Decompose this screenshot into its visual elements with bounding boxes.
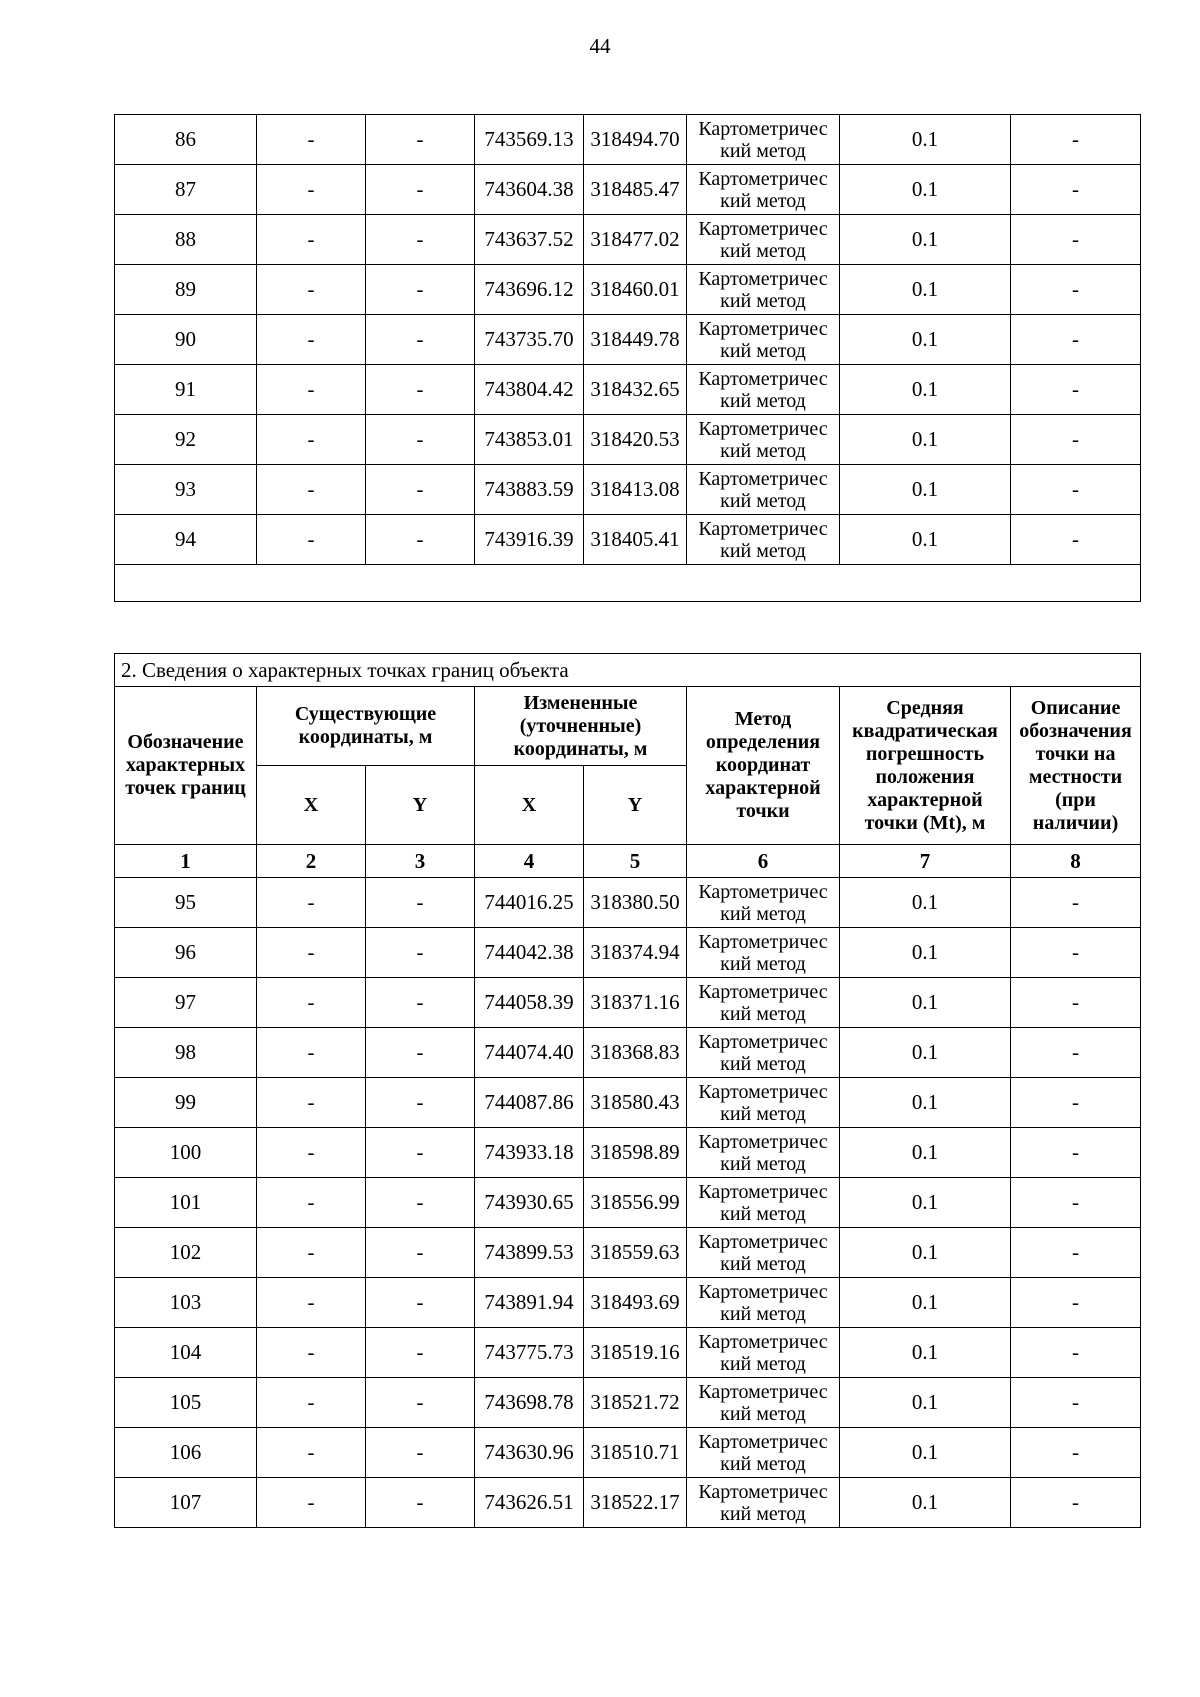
table-row [115, 415, 1141, 465]
header-description: Описание обозначения точки на местности (при наличии) [1011, 687, 1141, 845]
cell-description: - [1011, 365, 1141, 415]
cell-description: - [1011, 415, 1141, 465]
cell-existing-x: - [257, 1128, 366, 1178]
cell-existing-x: - [257, 265, 366, 315]
cell-existing-y: - [366, 928, 475, 978]
cell-new-x: 743698.78 [475, 1378, 584, 1428]
cell-method: Картометричес кий метод [687, 215, 840, 265]
table-row [115, 978, 1141, 1028]
boundary-points-table [114, 653, 1141, 1528]
cell-method: Картометричес кий метод [687, 115, 840, 165]
cell-accuracy: 0.1 [840, 1128, 1011, 1178]
cell-new-x: 743853.01 [475, 415, 584, 465]
cell-accuracy: 0.1 [840, 928, 1011, 978]
cell-new-x: 743930.65 [475, 1178, 584, 1228]
cell-existing-y: - [366, 115, 475, 165]
cell-point: 94 [115, 515, 257, 565]
cell-accuracy: 0.1 [840, 515, 1011, 565]
cell-method: Картометричес кий метод [687, 978, 840, 1028]
cell-description: - [1011, 215, 1141, 265]
table-row [115, 515, 1141, 565]
cell-method: Картометричес кий метод [687, 315, 840, 365]
cell-point: 97 [115, 978, 257, 1028]
cell-method: Картометричес кий метод [687, 165, 840, 215]
table-row [115, 1178, 1141, 1228]
cell-accuracy: 0.1 [840, 1078, 1011, 1128]
table-row [115, 365, 1141, 415]
cell-existing-x: - [257, 1078, 366, 1128]
cell-accuracy: 0.1 [840, 1328, 1011, 1378]
header-designation: Обозначение характерных точек границ [115, 687, 257, 845]
table-row [115, 1128, 1141, 1178]
page-number: 44 [589, 34, 611, 58]
cell-point: 89 [115, 265, 257, 315]
cell-existing-x: - [257, 165, 366, 215]
cell-description: - [1011, 1228, 1141, 1278]
column-number: 2 [257, 845, 366, 878]
cell-new-x: 744016.25 [475, 878, 584, 928]
cell-new-x: 743883.59 [475, 465, 584, 515]
cell-new-x: 743569.13 [475, 115, 584, 165]
cell-method: Картометричес кий метод [687, 1228, 840, 1278]
cell-existing-x: - [257, 1178, 366, 1228]
cell-point: 96 [115, 928, 257, 978]
cell-existing-y: - [366, 1278, 475, 1328]
cell-point: 91 [115, 365, 257, 415]
cell-description: - [1011, 878, 1141, 928]
cell-point: 88 [115, 215, 257, 265]
cell-new-y: 318460.01 [584, 265, 687, 315]
header-existing-x: X [257, 766, 366, 845]
cell-existing-x: - [257, 1478, 366, 1528]
cell-accuracy: 0.1 [840, 1428, 1011, 1478]
column-number: 5 [584, 845, 687, 878]
cell-existing-x: - [257, 1378, 366, 1428]
cell-method: Картометричес кий метод [687, 465, 840, 515]
cell-new-y: 318477.02 [584, 215, 687, 265]
cell-new-y: 318556.99 [584, 1178, 687, 1228]
cell-new-x: 743630.96 [475, 1428, 584, 1478]
cell-new-x: 743899.53 [475, 1228, 584, 1278]
cell-new-y: 318580.43 [584, 1078, 687, 1128]
table-row [115, 878, 1141, 928]
cell-method: Картометричес кий метод [687, 1128, 840, 1178]
cell-point: 107 [115, 1478, 257, 1528]
cell-accuracy: 0.1 [840, 1228, 1011, 1278]
table-row [115, 315, 1141, 365]
cell-method: Картометричес кий метод [687, 878, 840, 928]
cell-accuracy: 0.1 [840, 465, 1011, 515]
cell-new-y: 318522.17 [584, 1478, 687, 1528]
cell-description: - [1011, 315, 1141, 365]
cell-new-y: 318380.50 [584, 878, 687, 928]
cell-new-y: 318494.70 [584, 115, 687, 165]
cell-new-x: 743933.18 [475, 1128, 584, 1178]
cell-method: Картометричес кий метод [687, 1328, 840, 1378]
column-number: 4 [475, 845, 584, 878]
cell-accuracy: 0.1 [840, 978, 1011, 1028]
cell-accuracy: 0.1 [840, 878, 1011, 928]
column-number: 1 [115, 845, 257, 878]
cell-method: Картометричес кий метод [687, 265, 840, 315]
cell-new-x: 743637.52 [475, 215, 584, 265]
cell-existing-y: - [366, 1478, 475, 1528]
table-row [115, 215, 1141, 265]
cell-accuracy: 0.1 [840, 215, 1011, 265]
cell-description: - [1011, 1478, 1141, 1528]
cell-method: Картометричес кий метод [687, 415, 840, 465]
cell-description: - [1011, 165, 1141, 215]
cell-existing-y: - [366, 878, 475, 928]
cell-accuracy: 0.1 [840, 315, 1011, 365]
cell-new-y: 318374.94 [584, 928, 687, 978]
cell-existing-y: - [366, 1328, 475, 1378]
cell-existing-y: - [366, 1078, 475, 1128]
cell-existing-y: - [366, 1228, 475, 1278]
table2-body [115, 878, 1141, 1528]
table-row [115, 165, 1141, 215]
cell-description: - [1011, 928, 1141, 978]
cell-new-x: 743626.51 [475, 1478, 584, 1528]
cell-existing-y: - [366, 265, 475, 315]
cell-new-x: 743916.39 [475, 515, 584, 565]
cell-point: 101 [115, 1178, 257, 1228]
cell-new-y: 318420.53 [584, 415, 687, 465]
cell-new-y: 318519.16 [584, 1328, 687, 1378]
table-row [115, 1478, 1141, 1528]
cell-description: - [1011, 1278, 1141, 1328]
cell-accuracy: 0.1 [840, 1378, 1011, 1428]
cell-existing-y: - [366, 978, 475, 1028]
cell-point: 90 [115, 315, 257, 365]
cell-accuracy: 0.1 [840, 1178, 1011, 1228]
cell-method: Картометричес кий метод [687, 1078, 840, 1128]
cell-method: Картометричес кий метод [687, 515, 840, 565]
cell-point: 100 [115, 1128, 257, 1178]
cell-description: - [1011, 515, 1141, 565]
table-caption: 2. Сведения о характерных точках границ объекта [115, 654, 1141, 687]
cell-existing-y: - [366, 165, 475, 215]
cell-method: Картометричес кий метод [687, 1278, 840, 1328]
cell-point: 98 [115, 1028, 257, 1078]
cell-new-y: 318493.69 [584, 1278, 687, 1328]
cell-new-y: 318405.41 [584, 515, 687, 565]
cell-existing-x: - [257, 1328, 366, 1378]
cell-point: 103 [115, 1278, 257, 1328]
table-row [115, 1428, 1141, 1478]
table-row [115, 928, 1141, 978]
coordinates-table-continued [114, 114, 1141, 602]
cell-existing-y: - [366, 1178, 475, 1228]
cell-description: - [1011, 978, 1141, 1028]
cell-existing-x: - [257, 1028, 366, 1078]
header-changed-y: Y [584, 766, 687, 845]
cell-point: 102 [115, 1228, 257, 1278]
cell-method: Картометричес кий метод [687, 365, 840, 415]
table-row [115, 1228, 1141, 1278]
empty-row [115, 565, 1141, 602]
cell-new-x: 743696.12 [475, 265, 584, 315]
cell-description: - [1011, 115, 1141, 165]
cell-existing-x: - [257, 365, 366, 415]
cell-description: - [1011, 1378, 1141, 1428]
cell-existing-y: - [366, 215, 475, 265]
cell-existing-x: - [257, 465, 366, 515]
header-existing-y: Y [366, 766, 475, 845]
cell-new-x: 743604.38 [475, 165, 584, 215]
cell-existing-y: - [366, 1428, 475, 1478]
table-row [115, 265, 1141, 315]
cell-new-y: 318449.78 [584, 315, 687, 365]
cell-existing-x: - [257, 515, 366, 565]
cell-new-y: 318598.89 [584, 1128, 687, 1178]
header-accuracy: Средняя квадратическая погрешность положения характерной точки (Mt), м [840, 687, 1011, 845]
cell-accuracy: 0.1 [840, 1478, 1011, 1528]
cell-new-x: 743775.73 [475, 1328, 584, 1378]
cell-accuracy: 0.1 [840, 265, 1011, 315]
cell-existing-y: - [366, 515, 475, 565]
cell-accuracy: 0.1 [840, 365, 1011, 415]
cell-new-y: 318559.63 [584, 1228, 687, 1278]
cell-accuracy: 0.1 [840, 1278, 1011, 1328]
cell-description: - [1011, 1128, 1141, 1178]
cell-point: 92 [115, 415, 257, 465]
cell-method: Картометричес кий метод [687, 1478, 840, 1528]
table-row [115, 1028, 1141, 1078]
cell-new-x: 744042.38 [475, 928, 584, 978]
cell-new-x: 744087.86 [475, 1078, 584, 1128]
cell-description: - [1011, 1028, 1141, 1078]
table-row [115, 1078, 1141, 1128]
cell-accuracy: 0.1 [840, 1028, 1011, 1078]
cell-existing-x: - [257, 215, 366, 265]
header-changed-coords: Измененные (уточненные) координаты, м [475, 687, 687, 766]
table-row [115, 1328, 1141, 1378]
cell-point: 87 [115, 165, 257, 215]
cell-existing-y: - [366, 365, 475, 415]
cell-point: 93 [115, 465, 257, 515]
cell-existing-x: - [257, 1228, 366, 1278]
table-row [115, 1378, 1141, 1428]
header-changed-x: X [475, 766, 584, 845]
cell-method: Картометричес кий метод [687, 928, 840, 978]
column-number: 3 [366, 845, 475, 878]
cell-existing-y: - [366, 465, 475, 515]
cell-new-x: 743804.42 [475, 365, 584, 415]
cell-existing-y: - [366, 415, 475, 465]
cell-accuracy: 0.1 [840, 115, 1011, 165]
cell-method: Картометричес кий метод [687, 1428, 840, 1478]
cell-point: 99 [115, 1078, 257, 1128]
column-number: 7 [840, 845, 1011, 878]
cell-new-y: 318510.71 [584, 1428, 687, 1478]
cell-accuracy: 0.1 [840, 415, 1011, 465]
cell-existing-x: - [257, 1278, 366, 1328]
cell-existing-y: - [366, 315, 475, 365]
cell-method: Картометричес кий метод [687, 1178, 840, 1228]
cell-accuracy: 0.1 [840, 165, 1011, 215]
table-row [115, 1278, 1141, 1328]
cell-point: 106 [115, 1428, 257, 1478]
cell-new-x: 743891.94 [475, 1278, 584, 1328]
cell-point: 105 [115, 1378, 257, 1428]
cell-description: - [1011, 1078, 1141, 1128]
table-caption-row [115, 654, 1141, 687]
cell-method: Картометричес кий метод [687, 1028, 840, 1078]
header-row-main [115, 687, 1141, 766]
cell-new-x: 744058.39 [475, 978, 584, 1028]
cell-existing-y: - [366, 1028, 475, 1078]
cell-description: - [1011, 265, 1141, 315]
column-number: 6 [687, 845, 840, 878]
cell-existing-x: - [257, 115, 366, 165]
table-row [115, 465, 1141, 515]
table2-header [115, 654, 1141, 878]
cell-new-y: 318485.47 [584, 165, 687, 215]
cell-point: 86 [115, 115, 257, 165]
table1-body [115, 115, 1141, 602]
cell-existing-x: - [257, 878, 366, 928]
cell-description: - [1011, 1428, 1141, 1478]
cell-existing-x: - [257, 1428, 366, 1478]
column-number-row [115, 845, 1141, 878]
cell-point: 95 [115, 878, 257, 928]
cell-description: - [1011, 1178, 1141, 1228]
cell-existing-y: - [366, 1128, 475, 1178]
cell-new-x: 744074.40 [475, 1028, 584, 1078]
column-number: 8 [1011, 845, 1141, 878]
table-row [115, 115, 1141, 165]
empty-cell [115, 565, 1141, 602]
cell-new-x: 743735.70 [475, 315, 584, 365]
cell-new-y: 318432.65 [584, 365, 687, 415]
cell-point: 104 [115, 1328, 257, 1378]
cell-existing-x: - [257, 315, 366, 365]
header-method: Метод определения координат характерной точки [687, 687, 840, 845]
cell-existing-x: - [257, 978, 366, 1028]
cell-new-y: 318521.72 [584, 1378, 687, 1428]
cell-existing-x: - [257, 928, 366, 978]
cell-description: - [1011, 1328, 1141, 1378]
cell-new-y: 318368.83 [584, 1028, 687, 1078]
cell-existing-y: - [366, 1378, 475, 1428]
cell-new-y: 318413.08 [584, 465, 687, 515]
cell-method: Картометричес кий метод [687, 1378, 840, 1428]
cell-new-y: 318371.16 [584, 978, 687, 1028]
cell-description: - [1011, 465, 1141, 515]
header-existing-coords: Существующие координаты, м [257, 687, 475, 766]
cell-existing-x: - [257, 415, 366, 465]
